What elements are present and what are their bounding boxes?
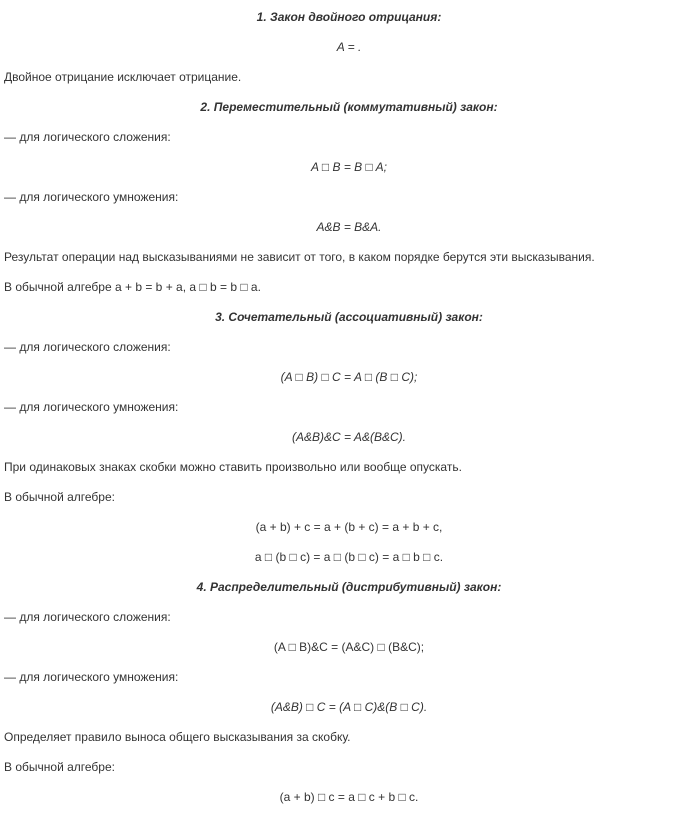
- law-4-addition-label: — для логического сложения:: [4, 610, 171, 624]
- law-2-addition-formula: A □ B = B □ A;: [311, 160, 387, 174]
- law-4-description: Определяет правило выноса общего высказывания за скобку.: [4, 730, 351, 744]
- law-4-ordinary-formula: (a + b) □ c = a □ c + b □ c.: [279, 790, 419, 804]
- law-3-ordinary-formula-1: (a + b) + c = a + (b + c) = a + b + c,: [255, 520, 443, 534]
- law-2-ordinary-algebra: В обычной алгебре a + b = b + a, a □ b = b □ a.: [4, 280, 261, 294]
- law-2-multiplication-label: — для логического умножения:: [4, 190, 179, 204]
- law-4-ordinary-algebra-label: В обычной алгебре:: [4, 760, 115, 774]
- law-2-multiplication-formula: A&B = B&A.: [316, 220, 382, 234]
- law-1-formula: A = .: [336, 40, 362, 54]
- law-2-description: Результат операции над высказываниями не зависит от того, в каком порядке берутся эти высказывания.: [4, 250, 595, 264]
- law-3-addition-label: — для логического сложения:: [4, 340, 171, 354]
- law-3-ordinary-algebra-label: В обычной алгебре:: [4, 490, 115, 504]
- law-3-heading: 3. Сочетательный (ассоциативный) закон:: [215, 310, 483, 324]
- law-2-addition-label: — для логического сложения:: [4, 130, 171, 144]
- law-4-heading: 4. Распределительный (дистрибутивный) закон:: [196, 580, 502, 594]
- law-4-multiplication-formula: (A&B) □ C = (A □ C)&(B □ C).: [270, 700, 428, 714]
- law-3-description: При одинаковых знаках скобки можно ставить произвольно или вообще опускать.: [4, 460, 462, 474]
- law-1-description: Двойное отрицание исключает отрицание.: [4, 70, 242, 84]
- law-3-ordinary-formula-2: a □ (b □ c) = a □ (b □ c) = a □ b □ c.: [254, 550, 444, 564]
- law-3-multiplication-label: — для логического умножения:: [4, 400, 179, 414]
- law-1-heading: 1. Закон двойного отрицания:: [256, 10, 442, 24]
- law-2-heading: 2. Переместительный (коммутативный) закон:: [200, 100, 498, 114]
- law-4-multiplication-label: — для логического умножения:: [4, 670, 179, 684]
- law-4-addition-formula: (A □ B)&C = (A&C) □ (B&C);: [273, 640, 425, 654]
- law-3-multiplication-formula: (A&B)&C = A&(B&C).: [292, 430, 406, 444]
- law-3-addition-formula: (A □ B) □ C = A □ (B □ C);: [280, 370, 418, 384]
